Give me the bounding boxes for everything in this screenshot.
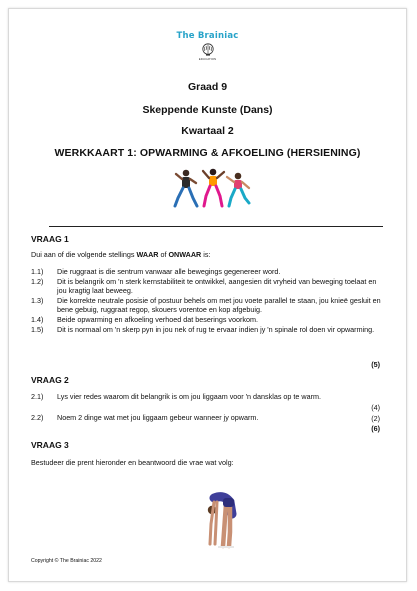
question-2-total: (6): [371, 424, 380, 433]
question-2-title: VRAAG 2: [31, 375, 69, 385]
question-2-2-mark: (2): [371, 414, 380, 423]
question-3-instruction: Bestudeer die prent hieronder en beantwoord die vrae wat volg:: [31, 458, 234, 467]
question-item: 1.5) Dit is normaal om 'n skerp pyn in jou nek of rug te ervaar indien jy 'n spinale rol doen vir opwarming.: [31, 325, 375, 334]
question-1-total: (5): [371, 360, 380, 369]
question-1-title: VRAAG 1: [31, 234, 69, 244]
logo-caption: EDUCATION: [198, 57, 217, 61]
question-item: 1.1) Die ruggraat is die sentrum vanwaar alle bewegings gegenereer word.: [31, 267, 281, 276]
copyright-notice: Copyright © The Brainiac 2022: [31, 558, 102, 564]
question-item: 1.2) Dit is belangrik om 'n sterk kernstabiliteit te ontwikkel, aangesien dit vryheid van beweging toelaat en jou kragtig laat beweeg.: [31, 277, 377, 295]
dancers-illustration: [172, 167, 252, 209]
question-item: 1.4) Beide opwarming en afkoeling verhoed dat beserings voorkom.: [31, 315, 258, 324]
question-item: 2.2) Noem 2 dinge wat met jou liggaam gebeur wanneer jy opwarm.: [31, 413, 259, 422]
brand-name: The Brainiac: [176, 31, 239, 41]
grade-heading: Graad 9: [187, 81, 228, 93]
question-2-1-mark: (4): [371, 403, 380, 412]
question-item: 2.1) Lys vier redes waarom dit belangrik is om jou liggaam voor 'n dansklas op te warm.: [31, 392, 321, 401]
worksheet-title: WERKKAART 1: OPWARMING & AFKOELING (HERSIENING): [54, 147, 361, 159]
question-item: 1.3) Die korrekte neutrale posisie of postuur behels om met jou voete parallel te staan, jou knieë gesluit en bene gebuig, ruggraat regop, skouers vorentoe en kop afgebuig.: [31, 296, 381, 314]
question-1-instruction: Dui aan of die volgende stellings WAAR of ONWAAR is:: [31, 250, 211, 259]
question-3-title: VRAAG 3: [31, 440, 69, 450]
forward-bend-photo: [194, 492, 246, 550]
worksheet-page: [8, 8, 407, 582]
term-heading: Kwartaal 2: [181, 125, 234, 137]
brain-icon: [200, 43, 216, 57]
section-divider: [49, 226, 383, 227]
subject-heading: Skeppende Kunste (Dans): [142, 104, 273, 116]
brand-logo: [9, 31, 406, 61]
